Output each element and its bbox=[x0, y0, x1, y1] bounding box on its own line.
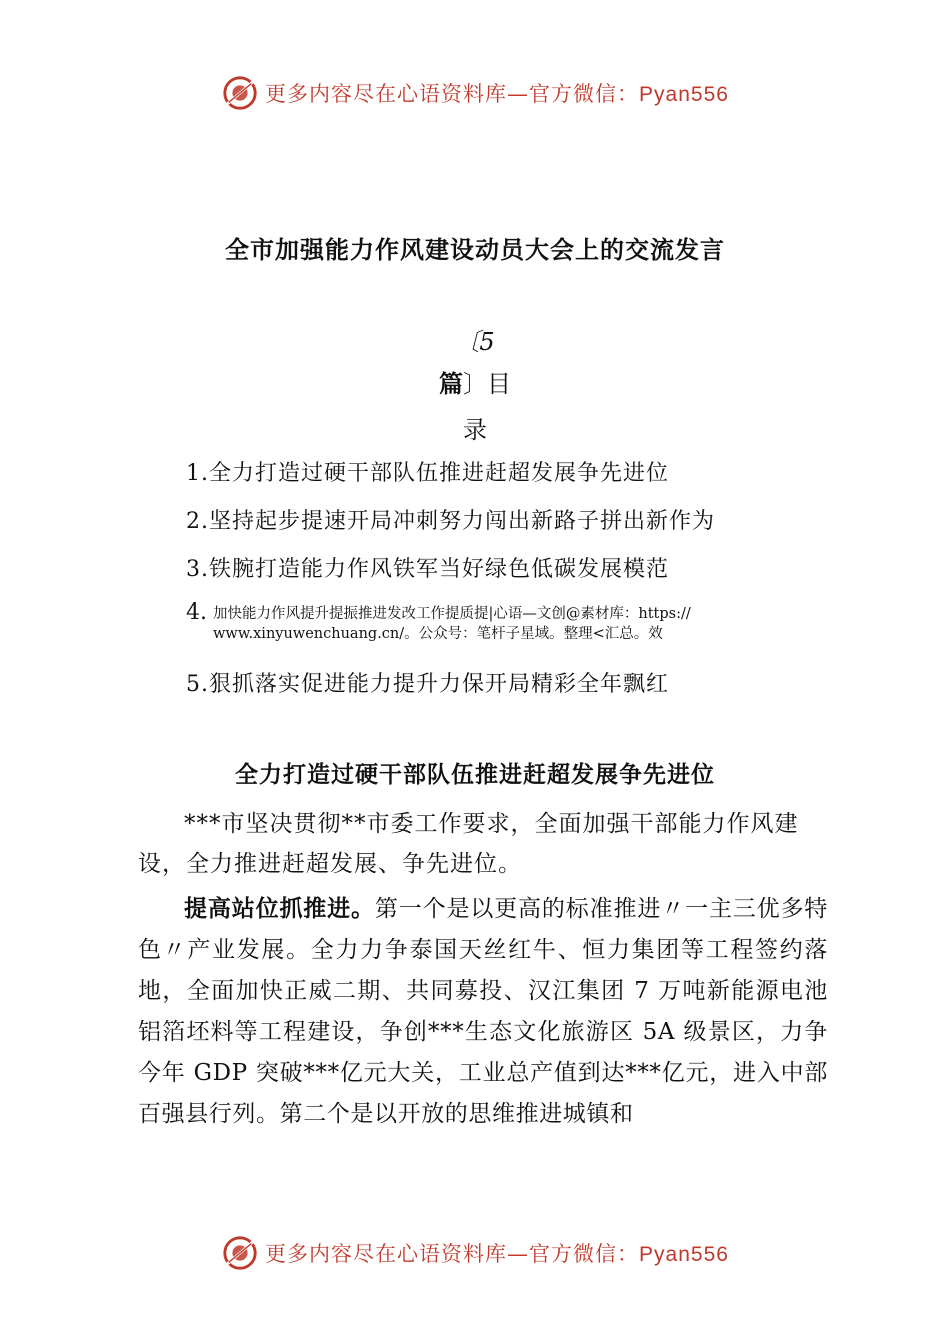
header-banner bbox=[0, 71, 950, 115]
paragraph-body: 提高站位抓推进。第一个是以更高的标准推进〃一主三优多特色〃产业发展。全力力争泰国天丝红牛、恒力集团等工程签约落地，全面加快正威二期、共同募投、汉江集团 7 万吨新能源电池铝箔坯料等工程建设，争创***生态文化旅游区 5A 级景区，力争今年 GDP 突破***亿元大关，工业总产值到达***亿元，进入中部百强县行列。第二个是以开放的思维推进城镇和 bbox=[138, 896, 828, 1127]
wechat-id: Pyan556 bbox=[639, 83, 729, 106]
toc-item: 3.铁腕打造能力作风铁军当好绿色低碳发展模范 bbox=[186, 557, 670, 582]
toc-item: 4. 加快能力作风提升提振推进发改工作提质提|心语—文创@素材库：https:// www.xinyuwenchuang.cn/。公众号：笔杆子星域。整理<汇总。效 bbox=[186, 600, 691, 642]
section-heading: 全力打造过硬干部队伍推进赶超发展争先进位 bbox=[235, 762, 715, 788]
logo-icon bbox=[221, 1234, 259, 1272]
toc-item: 2.坚持起步提速开局冲刺努力闯出新路子拼出新作为 bbox=[186, 509, 716, 534]
subtitle-lu: 录 bbox=[463, 416, 487, 444]
document-title: 全市加强能力作风建设动员大会上的交流发言 bbox=[225, 236, 725, 264]
paragraph-intro: ***市坚决贯彻**市委工作要求，全面加强干部能力作风建设，全力推进赶超发展、争先进位。 bbox=[138, 811, 799, 877]
wechat-id: Pyan556 bbox=[639, 1243, 729, 1266]
toc-item: 1.全力打造过硬干部队伍推进赶超发展争先进位 bbox=[186, 461, 670, 486]
footer-banner bbox=[0, 1231, 950, 1275]
banner-text: 更多内容尽在心语资料库—官方微信：Pyan556 bbox=[265, 1242, 729, 1266]
subtitle-count: 〔5 bbox=[455, 328, 495, 356]
subtitle-pian: 篇〕目 bbox=[439, 370, 511, 398]
logo-icon bbox=[221, 74, 259, 112]
toc-item: 5.狠抓落实促进能力提升力保开局精彩全年飘红 bbox=[186, 672, 670, 697]
banner-text: 更多内容尽在心语资料库—官方微信：Pyan556 bbox=[265, 82, 729, 106]
